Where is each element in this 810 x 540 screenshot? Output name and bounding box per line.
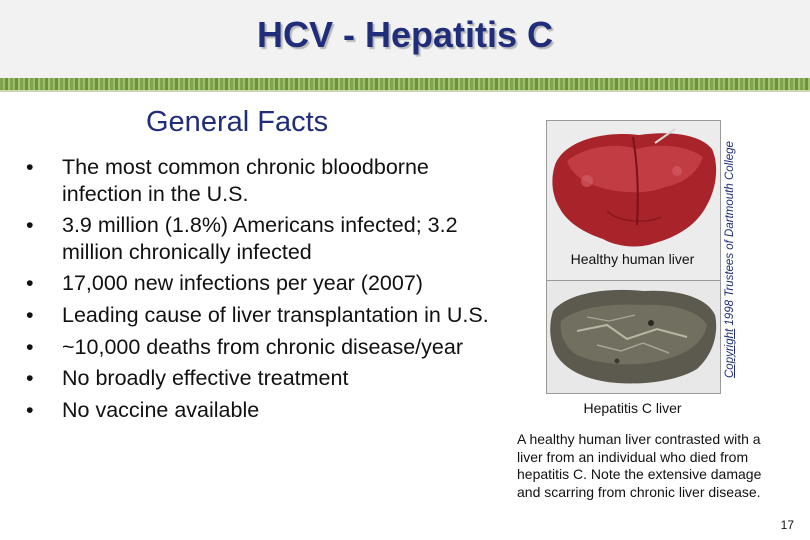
fact-item: • The most common chronic bloodborne infection in the U.S. bbox=[26, 154, 496, 207]
fact-item: • ~10,000 deaths from chronic disease/year bbox=[26, 334, 496, 361]
fact-item: • Leading cause of liver transplantation in U.S. bbox=[26, 302, 496, 329]
slide-title: HCV - Hepatitis C bbox=[256, 14, 554, 55]
stripe-underline bbox=[0, 90, 810, 92]
fact-item: • 3.9 million (1.8%) Americans infected; 3.2 million chronically infected bbox=[26, 212, 496, 265]
green-stripe-divider bbox=[0, 78, 810, 90]
copyright-holder: 1998 Trustees of Dartmouth College bbox=[724, 141, 736, 329]
section-subtitle: General Facts bbox=[146, 106, 329, 138]
copyright-link[interactable]: Copyright bbox=[724, 328, 736, 378]
healthy-liver-caption: Healthy human liver bbox=[570, 251, 695, 267]
fact-item: • 17,000 new infections per year (2007) bbox=[26, 270, 496, 297]
hepatitis-c-liver-caption: Hepatitis C liver bbox=[583, 400, 682, 416]
copyright-notice bbox=[720, 112, 740, 378]
fact-list bbox=[26, 154, 496, 428]
slide-number: 17 bbox=[780, 518, 794, 532]
fact-item: • No broadly effective treatment bbox=[26, 365, 496, 392]
image-description: A healthy human liver contrasted with a liver from an individual who died from hepatitis C. Note the extensive damage and scarring from chronic liver disease. bbox=[517, 431, 762, 500]
fact-item: • No vaccine available bbox=[26, 397, 496, 424]
hepatitis-c-liver-photo bbox=[546, 280, 721, 394]
